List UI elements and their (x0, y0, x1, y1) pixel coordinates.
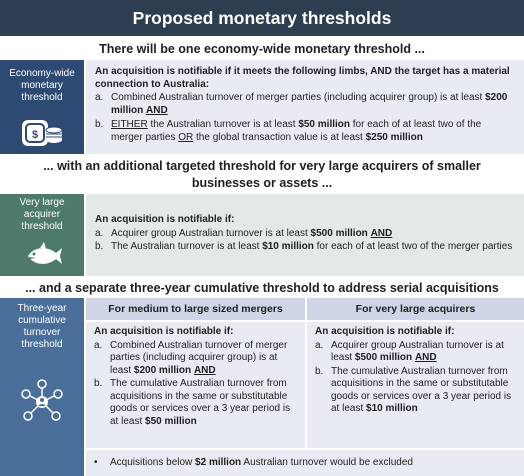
section2-lead: An acquisition is notifiable if: (95, 214, 235, 225)
item-text: Combined Australian turnover of merger parties (including acquirer group) is at least (110, 339, 288, 376)
col1-item-a (94, 340, 297, 378)
item-or-word: OR (178, 131, 194, 143)
item-amount: $50 million (145, 415, 197, 427)
item-marker: b. (95, 119, 104, 130)
section1-label-box (0, 60, 84, 154)
section3-label-line: cumulative (18, 315, 66, 326)
item-text: Acquirer group Australian turnover is at least (331, 339, 504, 363)
col2-item-a (315, 340, 516, 365)
item-either-word: EITHER (111, 119, 148, 130)
item-amount: $500 million (310, 227, 368, 239)
item-amount: $50 million (298, 119, 350, 130)
col2-item-b (315, 366, 516, 416)
bullet-icon: • (94, 456, 98, 468)
col2-title: For very large acquirers (307, 298, 524, 320)
col2-lead: An acquisition is notifiable if: (315, 326, 455, 337)
section1-label-line: Economy-wide (9, 68, 75, 79)
item-amount: $250 million (365, 131, 423, 143)
footer-text: Australian turnover would be excluded (241, 456, 413, 468)
item-link-word: AND (193, 364, 216, 376)
section3-label-box (0, 298, 84, 476)
col1-lead: An acquisition is notifiable if: (94, 326, 234, 337)
item-marker: b. (315, 365, 324, 377)
item-marker: a. (95, 92, 104, 103)
item-text: The cumulative Australian turnover from acquisitions in the same or substitutable goods or services over a 3 year period is at least (110, 378, 291, 427)
shark-fish-icon (24, 240, 64, 268)
item-text: the global transaction value is at least (193, 131, 366, 143)
section1-item-b (95, 119, 514, 144)
network-people-icon (18, 378, 66, 426)
item-amount: $200 million (111, 92, 508, 116)
page-title: Proposed monetary thresholds (0, 0, 524, 36)
section1-label-line: threshold (21, 92, 63, 103)
section2-item-a (95, 228, 514, 241)
section2-label-box (0, 194, 84, 276)
item-text: the Australian turnover is at least (147, 119, 299, 130)
item-text: for each of at least two of the merger parties (111, 119, 482, 143)
svg-text:$: $ (31, 129, 39, 141)
section3-label-line: threshold (21, 339, 63, 350)
section3-label-line: turnover (23, 327, 61, 338)
col1-item-b (94, 378, 297, 428)
item-amount: $10 million (366, 403, 418, 414)
item-marker: a. (315, 339, 324, 351)
item-marker: a. (94, 339, 103, 351)
section2-header: ... with an additional targeted threshold for very large acquirers of smaller businesses or assets ... (43, 159, 481, 190)
section3-footer (86, 450, 524, 476)
item-text: Combined Australian turnover of merger parties (including acquirer group) is at least (111, 92, 486, 103)
section2-label-line: acquirer (23, 209, 61, 220)
section1-header: There will be one economy-wide monetary threshold ... (99, 42, 425, 56)
item-marker: a. (95, 227, 104, 239)
item-marker: b. (94, 378, 103, 389)
section1-label-line: monetary (21, 80, 63, 91)
col2-panel (307, 322, 524, 448)
item-amount: $200 million (133, 364, 192, 376)
footer-text: Acquisitions below (110, 456, 196, 468)
item-amount: $500 million (354, 352, 413, 363)
item-link-word: AND (370, 227, 393, 239)
item-text: The Australian turnover is at least (111, 241, 263, 252)
section1-panel (86, 60, 524, 154)
item-marker: b. (95, 241, 104, 252)
section2-panel (86, 194, 524, 276)
coins-icon (20, 114, 64, 148)
section1-lead: An acquisition is notifiable if it meets the following limbs, AND the target has a material connection to Australia: (95, 66, 510, 90)
section2-item-b (95, 241, 514, 254)
section3-label-line: Three-year (17, 303, 67, 314)
item-link-word: AND (146, 104, 168, 116)
col1-title: For medium to large sized mergers (86, 298, 305, 320)
section3-header: ... and a separate three-year cumulative threshold to address serial acquisitions (25, 281, 499, 295)
footer-amount: $2 million (195, 456, 242, 468)
item-text: Acquirer group Australian turnover is at least (111, 227, 311, 239)
col1-panel (86, 322, 305, 448)
item-amount: $10 million (262, 241, 314, 252)
section2-label-line: Very large (19, 197, 65, 208)
item-link-word: AND (414, 352, 437, 363)
section2-label-line: threshold (21, 221, 63, 232)
item-text: The cumulative Australian turnover from acquisitions in the same or substitutable goods or services over a 3 year period is at least (331, 365, 512, 414)
section1-item-a (95, 92, 514, 117)
item-text: for each of at least two of the merger parties (313, 241, 513, 252)
